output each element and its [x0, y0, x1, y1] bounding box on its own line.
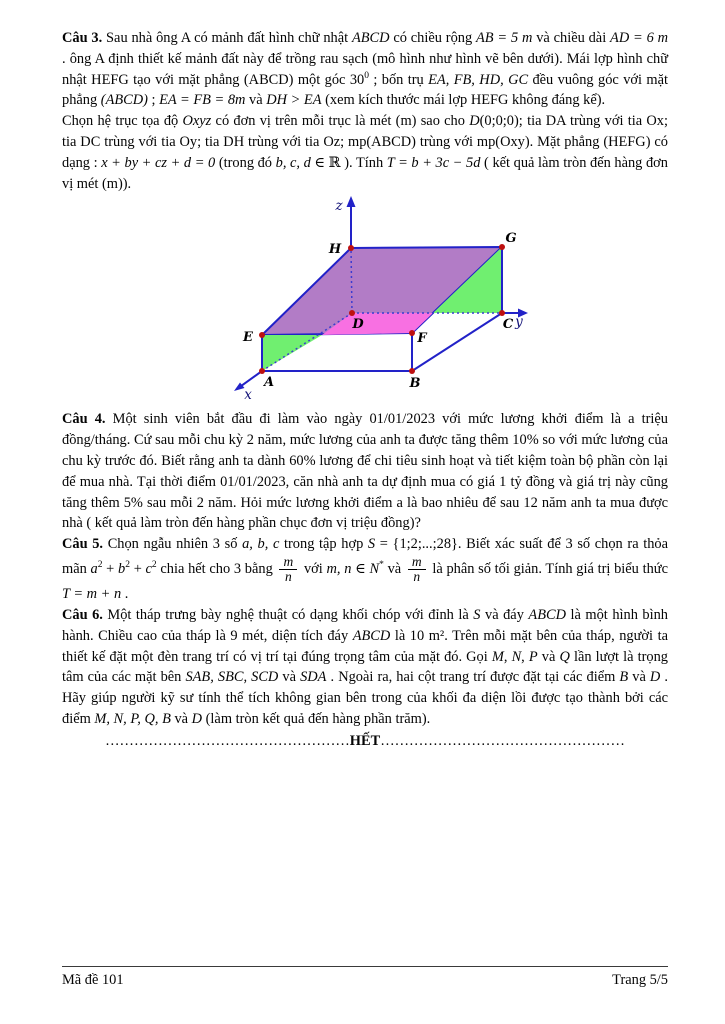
- label-D: D: [352, 317, 364, 333]
- label-x-axis: x: [244, 387, 252, 404]
- end-label: HẾT: [349, 732, 381, 749]
- vertex-D: [349, 310, 355, 316]
- exam-content: [62, 28, 668, 752]
- label-G: G: [505, 231, 517, 247]
- page-footer: [62, 966, 668, 991]
- end-of-exam-line: [62, 731, 668, 752]
- x-axis: [239, 371, 262, 388]
- question-4-paragraph: Câu 4. Một sinh viên bắt đầu đi làm vào ngày 01/01/2023 với mức lương khởi điểm là a triệu đồng/tháng. Cứ sau mỗi chu kỳ 2 năm, mức lương của anh ta được tăng thêm 10% so với mức lương của chu kỳ trước đó. Biết rằng anh ta dành 60% lương để chi tiêu sinh hoạt và tiết kiệm toàn bộ phần còn lại để mua nhà. Tại thời điểm 01/01/2023, căn nhà anh ta dự định mua có giá 1 tỷ đồng và giá trị này cũng tăng thêm 5% sau mỗi 2 năm. Hỏi mức lương khởi điểm a là bao nhiêu để sau 12 năm anh ta mua được nhà ( kết quả làm tròn đến hàng phần chục đơn vị triệu đồng)?: [62, 411, 669, 532]
- label-H: H: [328, 242, 342, 258]
- vertex-C: [499, 310, 505, 316]
- question-6-paragraph: Câu 6. Một tháp trưng bày nghệ thuật có dạng khối chóp với đỉnh là S và đáy ABCD là một hình bình hành. Chiều cao của tháp là 9 mét, diện tích đáy ABCD là 10 m². Trên mỗi mặt bên của tháp, người ta thiết kế đặt một đèn trang trí có vị trí tại đúng trọng tâm của mặt đó. Gọi M, N, P và Q lần lượt là trọng tâm của các mặt bên SAB, SBC, SCD và SDA . Ngoài ra, hai cột trang trí được đặt tại các điểm B và D . Hãy giúp người kỹ sư tính thể tích không gian bên trong của khối đa diện lồi được tạo thành bởi các điểm M, N, P, Q, B và D (làm tròn kết quả đến hàng phần trăm).: [62, 607, 669, 728]
- vertex-B: [409, 368, 415, 374]
- vertex-G: [499, 244, 505, 250]
- vertex-A: [259, 368, 265, 374]
- label-A: A: [263, 375, 275, 391]
- vertex-E: [259, 332, 265, 338]
- vertex-F: [409, 330, 415, 336]
- label-E: E: [243, 330, 253, 346]
- z-arrowhead-icon: [347, 196, 356, 207]
- exam-code: Mã đề 101: [62, 972, 124, 988]
- question-5-paragraph: Câu 5. Chọn ngẫu nhiên 3 số a, b, c trong tập hợp S = {1;2;...;28}. Biết xác suất để 3 số chọn ra thỏa mãn $a^2 + b^2 + c^2$ chia hết cho 3 bằng $\frac{m}{n}$ với m, n ∈ N* và $\frac{m}{n}$ là phân số tối giản. Tính giá trị biểu thức T = m + n .: [62, 536, 669, 603]
- label-F: F: [417, 331, 427, 347]
- label-y-axis: y: [515, 314, 523, 331]
- question-3-paragraph-2: Chọn hệ trục tọa độ Oxyz có đơn vị trên mỗi trục là mét (m) sao cho D(0;0;0); tia DA trùng với tia Ox; tia DC trùng với tia Oy; tia DH trùng với tia Oz; mp(ABCD) trùng với mp(Oxy). Mặt phẳng (HEFG) có dạng : x + by + cz + d = 0 (trong đó b, c, d ∈ ℝ ). Tính T = b + 3c − 5d ( kết quả làm tròn đến hàng đơn vị mét (m)).: [62, 113, 668, 192]
- vertex-H: [348, 245, 354, 251]
- end-dots-left: ……………………………………………: [105, 732, 350, 749]
- label-z-axis: z: [335, 198, 343, 215]
- question-3-paragraph-1: Câu 3. Sau nhà ông A có mảnh đất hình chữ nhật ABCD có chiều rộng AB = 5 m và chiều dài AD = 6 m . ông A định thiết kế mảnh đất này để trồng rau sạch (mô hình như hình vẽ bên dưới). Mái lợp hình chữ nhật HEFG tạo với mặt phẳng (ABCD) một góc $30^0$ ; bốn trụ EA, FB, HD, GC đều vuông góc với mặt phẳng (ABCD) ; EA = FB = 8m và DH > EA (xem kích thước mái lợp HEFG không đáng kể).: [62, 30, 668, 109]
- coordinate-figure-svg: [225, 195, 540, 407]
- label-C: C: [502, 317, 514, 333]
- figure-3d-roof-diagram: [225, 195, 540, 407]
- page-number: Trang 5/5: [612, 972, 668, 988]
- label-B: B: [409, 376, 421, 392]
- end-dots-right: ……………………………………………: [380, 732, 625, 749]
